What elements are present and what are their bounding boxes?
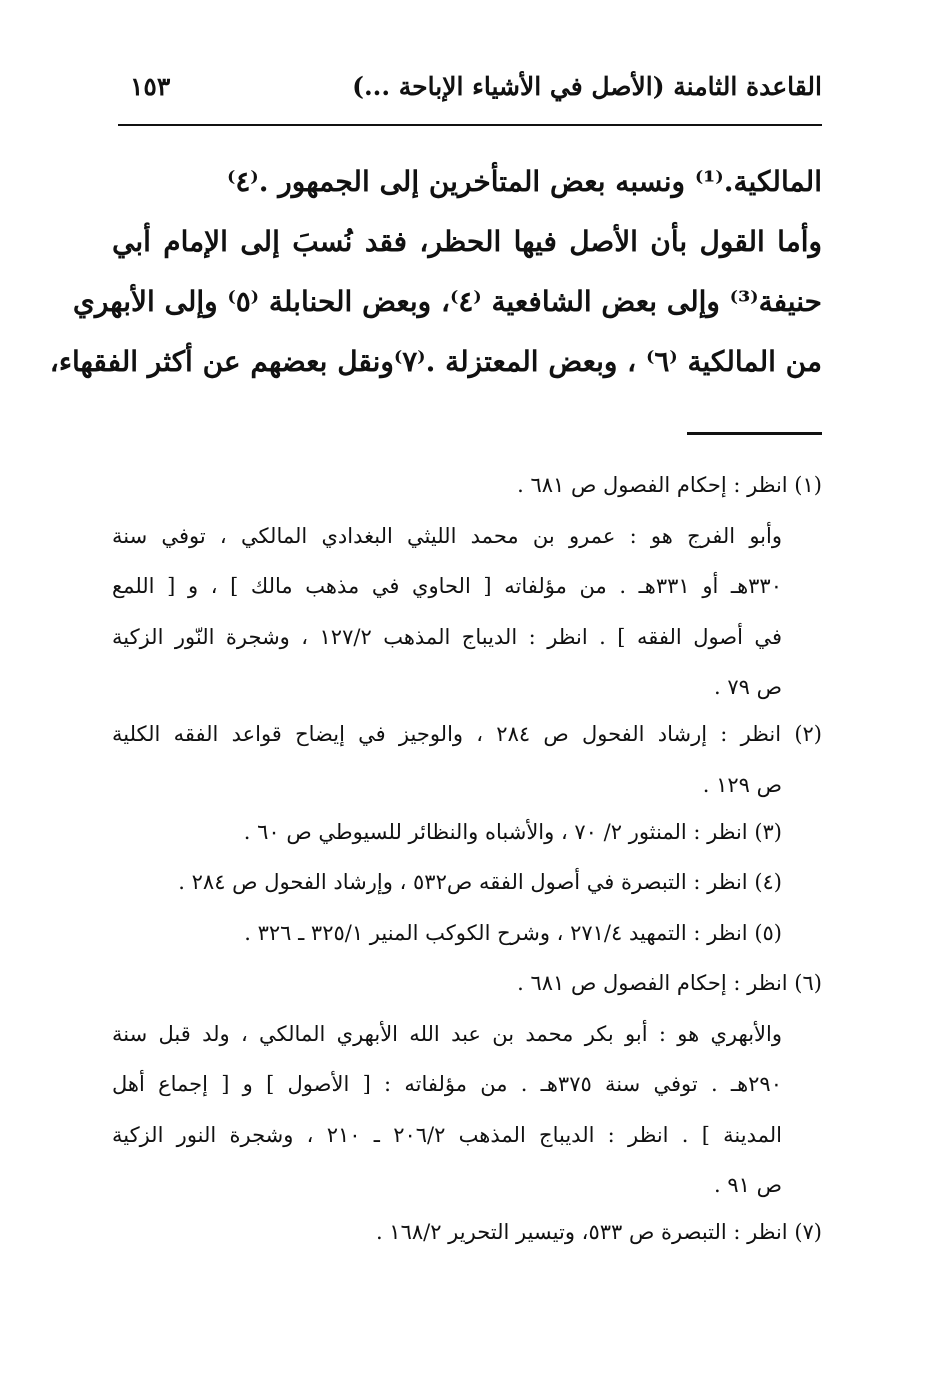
footnote-5: (٥) انظر : التمهيد ٢٧١/٤ ، وشرح الكوكب المنير ٣٢٥/١ ـ ٣٢٦ .	[244, 920, 782, 945]
footnote-separator	[687, 432, 822, 435]
footnote-6-note: المدينة ] . انظر : الديباج المذهب ٢٠٦/٢ ـ ٢١٠ ، وشجرة النور الزكية	[112, 1122, 783, 1147]
footnote-7: (٧) انظر : التبصرة ص ٥٣٣، وتيسير التحرير ١٦٨/٢ .	[375, 1220, 822, 1244]
header-rule	[118, 124, 822, 126]
running-head: القاعدة الثامنة (الأصل في الأشياء الإباحة ...)	[352, 72, 822, 101]
footnote-4: (٤) انظر : التبصرة في أصول الفقه ص٥٣٢ ، وإرشاد الفحول ص ٢٨٤ .	[178, 870, 782, 894]
footnote-1-note: وأبو الفرج هو : عمرو بن محمد الليثي البغدادي المالكي ، توفي سنة	[112, 523, 782, 548]
body-line: وأما القول بأن الأصل فيها الحظر، فقد نُسبَ إلى الإمام أبي	[112, 225, 822, 258]
footnote-3: (٣) انظر : المنثور ٢/ ٧٠ ، والأشباه والنظائر للسيوطي ص ٦٠ .	[243, 819, 782, 844]
footnote-2: (٢) انظر : إرشاد الفحول ص ٢٨٤ ، والوجيز في إيضاح قواعد الفقه الكلية	[112, 722, 822, 746]
footnote-6-note: ٢٩٠هـ . توفي سنة ٣٧٥هـ . من مؤلفاته : [ الأصول ] و [ إجماع أهل	[112, 1072, 782, 1096]
footnote-1-note: ص ٧٩ .	[714, 675, 782, 699]
footnote-6-note: ص ٩١ .	[714, 1173, 782, 1197]
footnote-1: (١) انظر : إحكام الفصول ص ٦٨١ .	[517, 473, 822, 497]
footnote-1-note: ٣٣٠هـ أو ٣٣١هـ . من مؤلفاته [ الحاوي في مذهب مالك ] ، و [ اللمع	[112, 574, 782, 598]
footnote-2-cont: ص ١٢٩ .	[702, 772, 782, 797]
body-line: من المالكية ⁽٦⁾ ، وبعض المعتزلة .⁽٧⁾ونقل بعضهم عن أكثر الفقهاء،	[49, 345, 822, 378]
body-line: حنيفة⁽³⁾ وإلى بعض الشافعية ⁽٤⁾، وبعض الحنابلة ⁽٥⁾ وإلى الأبهري	[72, 285, 822, 318]
footnote-6: (٦) انظر : إحكام الفصول ص ٦٨١ .	[517, 971, 822, 995]
page-header	[118, 72, 822, 116]
page-number: ١٥٣	[130, 72, 171, 101]
footnote-6-note: والأبهري هو : أبو بكر محمد بن عبد الله الأبهري المالكي ، ولد قبل سنة	[112, 1021, 782, 1046]
footnote-1-note: في أصول الفقه ] . انظر : الديباج المذهب ١٢٧/٢ ، وشجرة النّور الزكية	[112, 624, 782, 649]
body-line: المالكية.⁽¹⁾ ونسبه بعض المتأخرين إلى الجمهور .⁽٤⁾	[227, 165, 822, 198]
footnotes	[112, 460, 822, 1258]
body-text	[49, 152, 822, 392]
